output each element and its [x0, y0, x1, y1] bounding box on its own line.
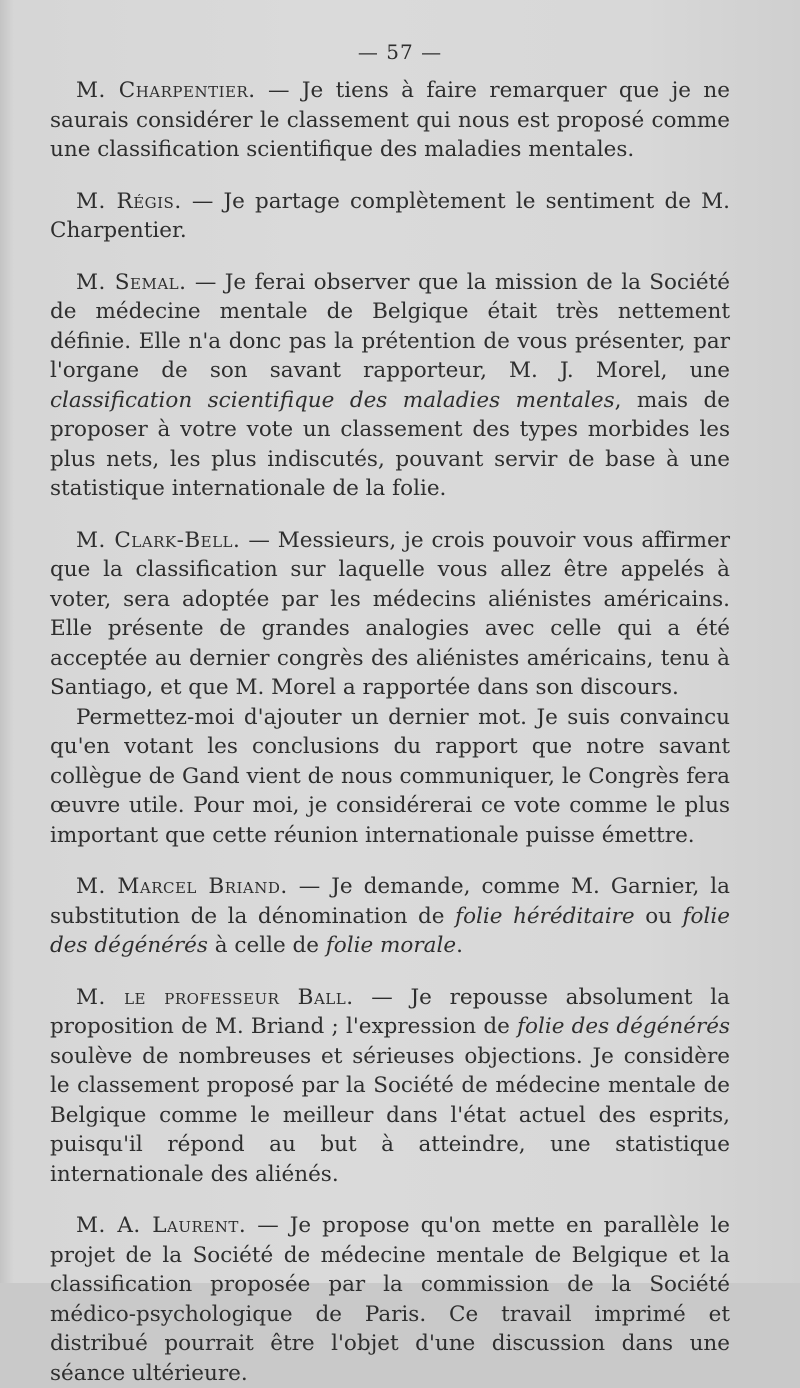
speech-text: soulève de nombreuses et sérieuses objections. Je considère le classement proposé par la Société de médecine mentale de Belgique comme le meilleur dans l'état actuel des esprits, puisqu'il répond au but à atteindre, une statistique internationale des aliénés. [50, 1043, 730, 1187]
speech-paragraph [50, 268, 730, 504]
speech-text: — Je tiens à faire remarquer que je ne saurais considérer le classement qui nous est proposé comme une classification scientifique des maladies mentales. [50, 78, 730, 162]
speech-text: — Messieurs, je crois pouvoir vous affirmer que la classification sur laquelle vous allez être appelés à voter, sera adoptée par les médecins aliénistes américains. Elle présente de grandes analogies avec celle qui a été acceptée au dernier congrès des aliénistes américains, tenu à Santiago, et que M. Morel a rapportée dans son discours. [50, 527, 731, 700]
speaker-name: M. Charpentier. [76, 78, 256, 103]
speech-paragraph [50, 187, 730, 246]
speech-italic-text: folie des dégénérés [50, 903, 730, 958]
speech-text: ou [634, 903, 683, 929]
page-number: — 57 — [357, 40, 443, 64]
speech-text: — Je repousse absolument la proposition de M. Briand ; l'expression de [50, 984, 730, 1039]
speech-text: — Je partage complètement le sentiment de M. Charpentier. [50, 188, 730, 243]
speech-italic-text: folie morale [325, 933, 457, 958]
speech-paragraph [50, 983, 730, 1190]
speech-paragraph [50, 1211, 730, 1388]
speech-text: , mais de proposer à votre vote un classement des types morbides les plus nets, les plus indiscutés, pouvant servir de base à une statistique internationale de la folie. [50, 387, 730, 501]
speech-paragraph [50, 872, 730, 961]
speech-text: . [456, 933, 463, 958]
speaker-name: M. le professeur Ball. [76, 984, 354, 1010]
speech-text: — Je propose qu'on mette en parallèle le projet de la Société de médecine mentale de Belgique et la classification proposée par la commission de la Société médico-psychologique de Paris. Ce travail imprimé et distribué pourrait être l'objet d'une discussion dans une séance ultérieure. [50, 1213, 730, 1386]
speech-text: — Je demande, comme M. Garnier, la substitution de la dénomination de [50, 874, 730, 929]
speaker-name: M. Clark-Bell. [76, 527, 241, 553]
speaker-name: M. Régis. [76, 188, 182, 214]
speech-continuation-paragraph: Permettez-moi d'ajouter un dernier mot. Je suis convaincu qu'en votant les conclusions du rapport que notre savant collègue de Gand vient de nous communiquer, le Congrès fera œuvre utile. Pour moi, je considérerai ce vote comme le plus important que cette réunion internationale puisse émettre. [50, 704, 730, 848]
speech-text: à celle de [207, 933, 326, 958]
speech-paragraph [50, 526, 730, 703]
speech-italic-text: classification scientifique des maladies mentales [50, 387, 615, 413]
speech-italic-text: folie héréditaire [455, 903, 635, 929]
speaker-name: M. Semal. [76, 269, 187, 295]
speech-text: — Je ferai observer que la mission de la Société de médecine mentale de Belgique était très nettement définie. Elle n'a donc pas la prétention de vous présenter, par l'organe de son savant rapporteur, M. J. Morel, une [50, 269, 730, 383]
speech-paragraph [50, 76, 730, 165]
speaker-name: M. Marcel Briand. [76, 874, 288, 899]
speaker-name: M. A. Laurent. [76, 1213, 247, 1238]
speech-italic-text: folie des dégénérés [517, 1014, 730, 1039]
page-body [50, 76, 730, 1388]
